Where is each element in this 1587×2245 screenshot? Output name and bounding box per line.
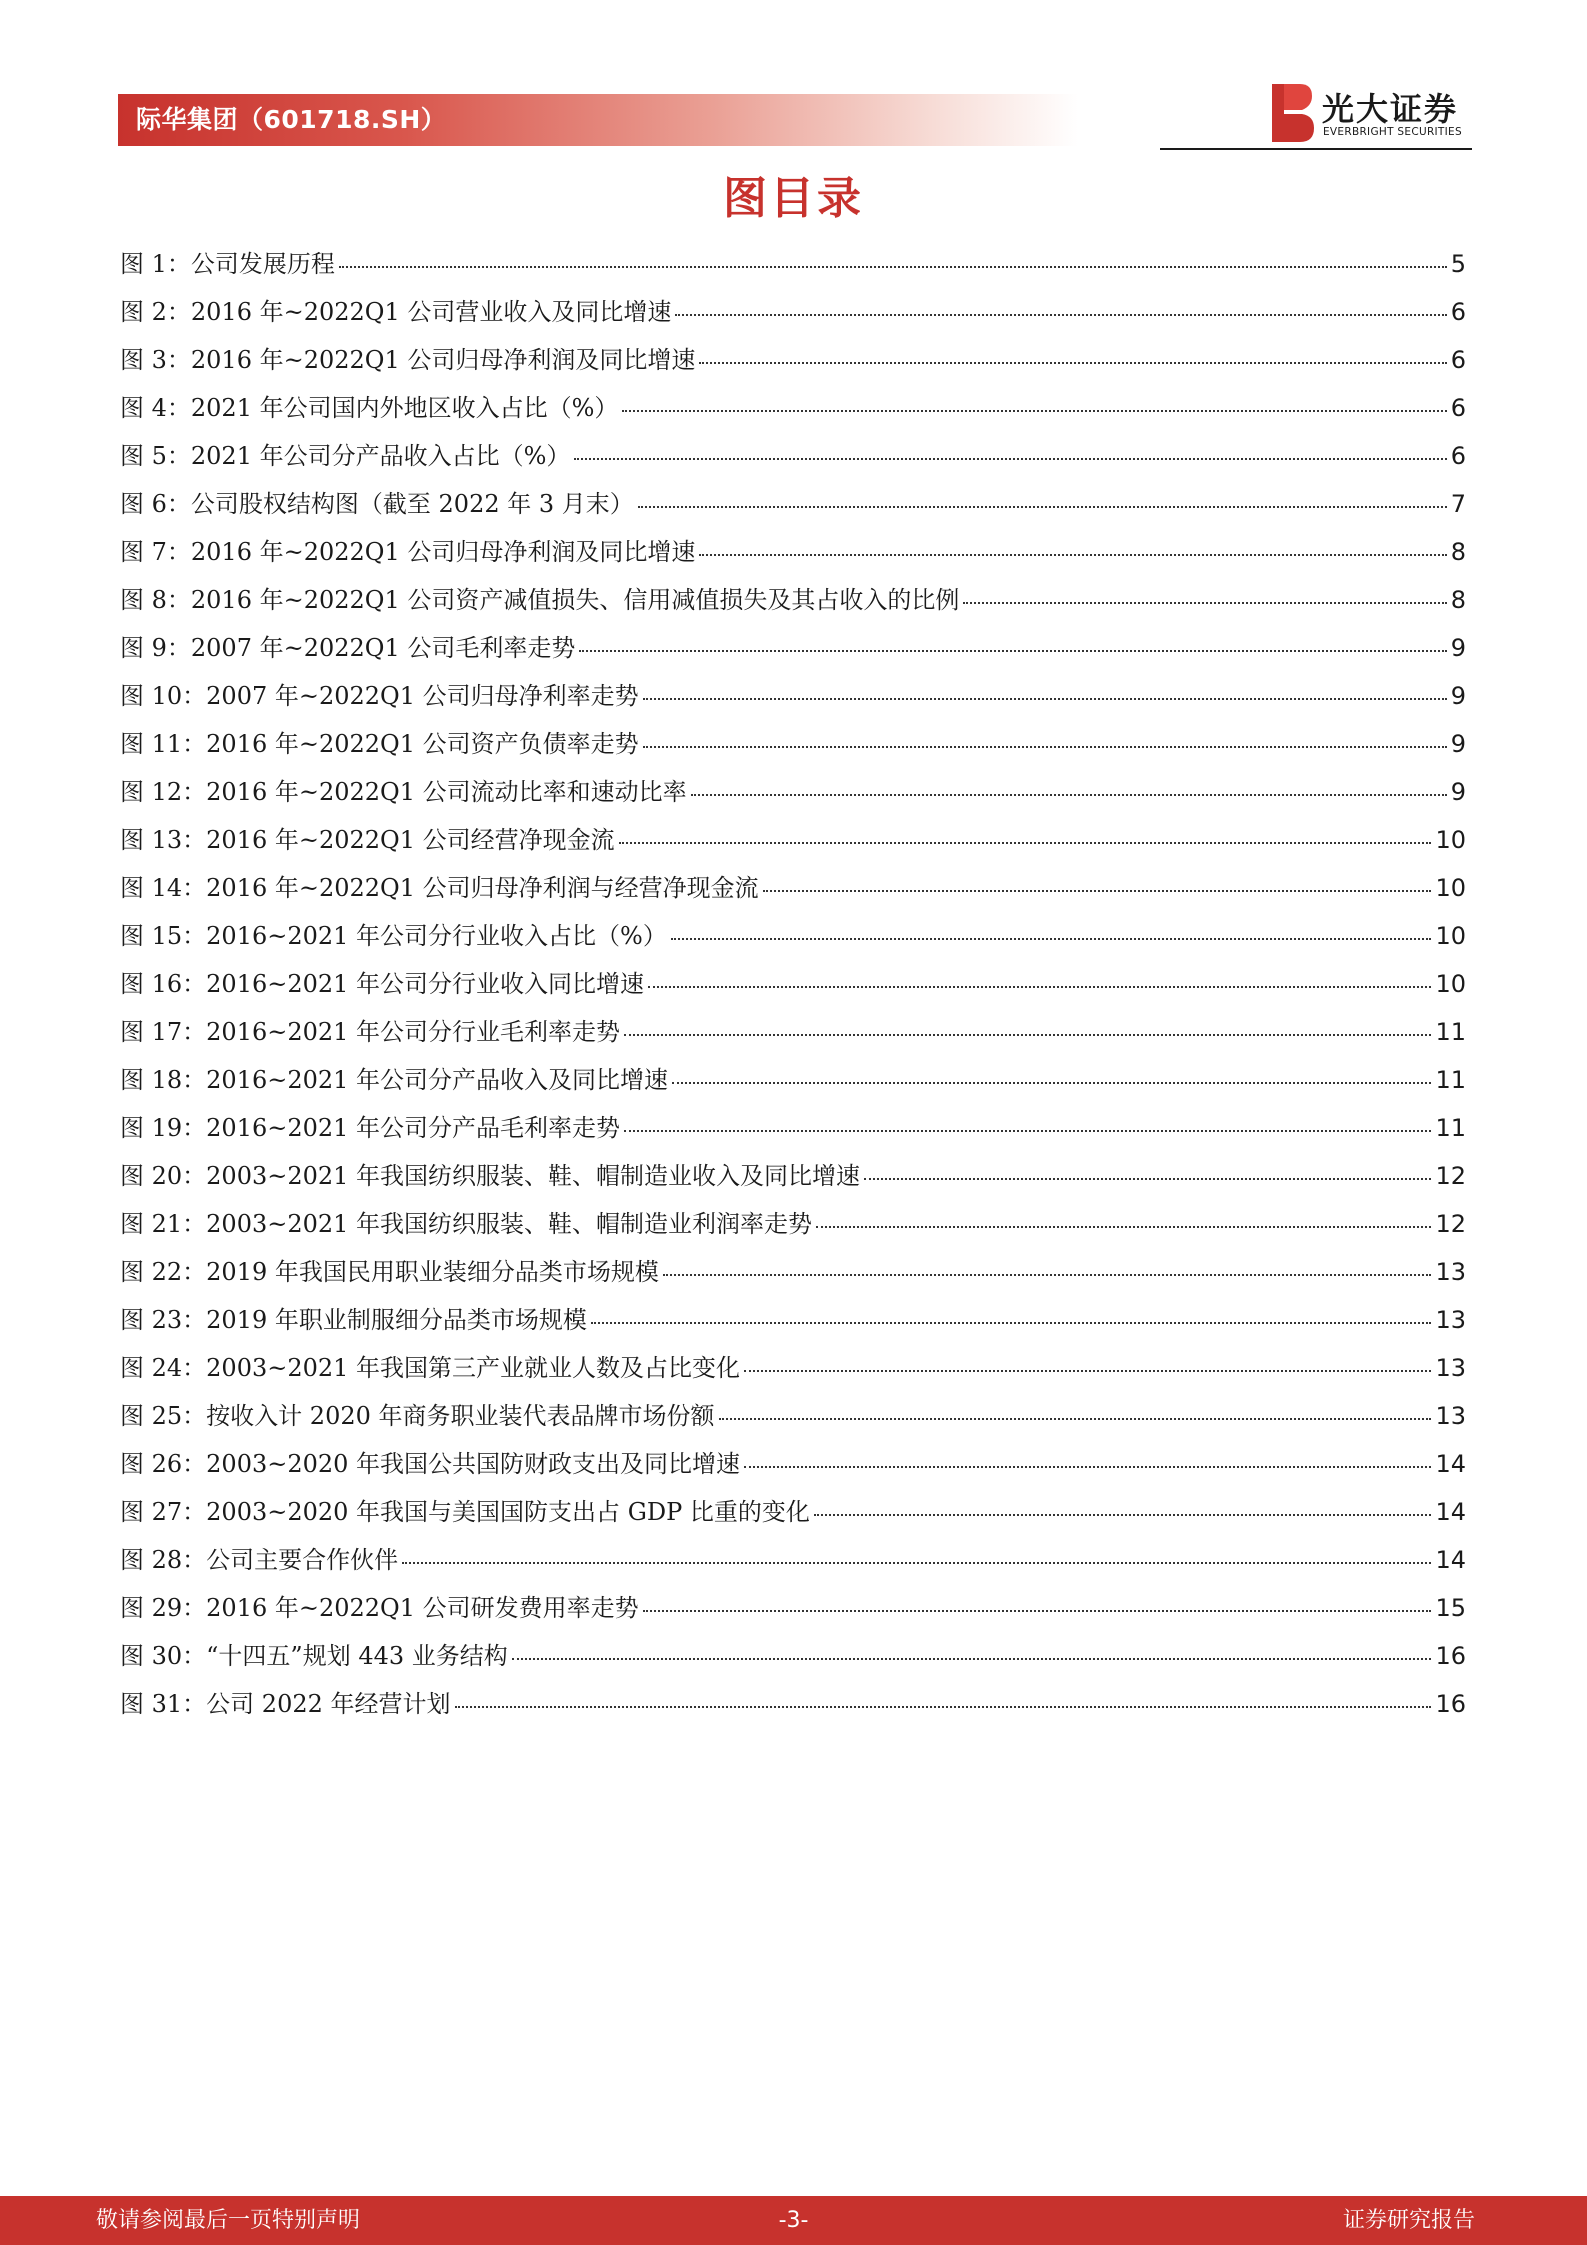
toc-entry-page: 11	[1435, 1066, 1466, 1094]
toc-entry[interactable]	[120, 580, 1466, 628]
toc-entry-title: 图 25：按收入计 2020 年商务职业装代表品牌市场份额	[120, 1402, 715, 1430]
toc-entry-title: 图 9：2007 年~2022Q1 公司毛利率走势	[120, 634, 576, 662]
toc-dot-leader	[512, 1658, 1432, 1660]
toc-entry[interactable]	[120, 484, 1466, 532]
toc-entry-title: 图 12：2016 年~2022Q1 公司流动比率和速动比率	[120, 778, 687, 806]
toc-entry[interactable]	[120, 1444, 1466, 1492]
toc-entry[interactable]	[120, 1204, 1466, 1252]
toc-dot-leader	[671, 938, 1432, 940]
toc-dot-leader	[339, 266, 1447, 268]
header-banner	[118, 94, 1078, 146]
toc-entry-page: 10	[1435, 970, 1466, 998]
toc-dot-leader	[455, 1706, 1432, 1708]
toc-entry[interactable]	[120, 292, 1466, 340]
footer-report-type: 证券研究报告	[1342, 2208, 1475, 2233]
toc-entry-page: 8	[1450, 586, 1466, 614]
toc-entry[interactable]	[120, 1108, 1466, 1156]
toc-entry-title: 图 26：2003~2020 年我国公共国防财政支出及同比增速	[120, 1450, 741, 1478]
toc-entry-title: 图 22：2019 年我国民用职业装细分品类市场规模	[120, 1258, 659, 1286]
toc-dot-leader	[675, 314, 1446, 316]
toc-dot-leader	[763, 890, 1432, 892]
page-number: -3-	[778, 2208, 809, 2233]
toc-entry[interactable]	[120, 1636, 1466, 1684]
toc-entry-page: 10	[1435, 874, 1466, 902]
toc-entry-title: 图 31：公司 2022 年经营计划	[120, 1690, 451, 1718]
toc-entry-page: 15	[1435, 1594, 1466, 1622]
toc-entry-title: 图 8：2016 年~2022Q1 公司资产减值损失、信用减值损失及其占收入的比例	[120, 586, 960, 614]
toc-dot-leader	[963, 602, 1446, 604]
toc-entry[interactable]	[120, 1012, 1466, 1060]
toc-dot-leader	[699, 554, 1446, 556]
toc-entry-title: 图 15：2016~2021 年公司分行业收入占比（%）	[120, 922, 667, 950]
toc-entry[interactable]	[120, 724, 1466, 772]
toc-entry[interactable]	[120, 628, 1466, 676]
toc-entry-title: 图 16：2016~2021 年公司分行业收入同比增速	[120, 970, 645, 998]
toc-entry[interactable]	[120, 244, 1466, 292]
toc-entry[interactable]	[120, 1252, 1466, 1300]
toc-entry-title: 图 1：公司发展历程	[120, 250, 335, 278]
toc-entry-page: 5	[1450, 250, 1466, 278]
toc-entry[interactable]	[120, 772, 1466, 820]
toc-entry[interactable]	[120, 436, 1466, 484]
toc-entry-page: 13	[1435, 1306, 1466, 1334]
toc-entry-page: 7	[1450, 490, 1466, 518]
toc-dot-leader	[864, 1178, 1431, 1180]
header-company-title: 际华集团（601718.SH）	[136, 105, 447, 134]
toc-entry[interactable]	[120, 1588, 1466, 1636]
toc-dot-leader	[624, 1034, 1431, 1036]
toc-dot-leader	[638, 506, 1447, 508]
toc-entry[interactable]	[120, 916, 1466, 964]
toc-dot-leader	[643, 698, 1447, 700]
toc-entry-page: 14	[1435, 1546, 1466, 1574]
toc-entry-page: 9	[1450, 634, 1466, 662]
toc-dot-leader	[648, 986, 1431, 988]
toc-entry[interactable]	[120, 964, 1466, 1012]
toc-entry-page: 12	[1435, 1162, 1466, 1190]
toc-entry-title: 图 20：2003~2021 年我国纺织服装、鞋、帽制造业收入及同比增速	[120, 1162, 861, 1190]
toc-entry[interactable]	[120, 820, 1466, 868]
toc-dot-leader	[643, 1610, 1432, 1612]
toc-entry[interactable]	[120, 1540, 1466, 1588]
toc-dot-leader	[663, 1274, 1432, 1276]
footer-disclaimer: 敬请参阅最后一页特别声明	[96, 2208, 361, 2233]
toc-entry-page: 11	[1435, 1018, 1466, 1046]
toc-entry-page: 9	[1450, 682, 1466, 710]
toc-dot-leader	[622, 410, 1446, 412]
toc-entry-page: 8	[1450, 538, 1466, 566]
toc-entry-title: 图 18：2016~2021 年公司分产品收入及同比增速	[120, 1066, 669, 1094]
toc-dot-leader	[619, 842, 1432, 844]
toc-dot-leader	[402, 1562, 1431, 1564]
toc-dot-leader	[699, 362, 1446, 364]
toc-entry-title: 图 2：2016 年~2022Q1 公司营业收入及同比增速	[120, 298, 672, 326]
toc-entry[interactable]	[120, 340, 1466, 388]
toc-entry[interactable]	[120, 1396, 1466, 1444]
toc-dot-leader	[591, 1322, 1432, 1324]
toc-entry-title: 图 5：2021 年公司分产品收入占比（%）	[120, 442, 571, 470]
toc-entry-title: 图 10：2007 年~2022Q1 公司归母净利率走势	[120, 682, 639, 710]
toc-entry-page: 13	[1435, 1402, 1466, 1430]
toc-entry-title: 图 23：2019 年职业制服细分品类市场规模	[120, 1306, 587, 1334]
toc-dot-leader	[691, 794, 1447, 796]
toc-entry-page: 6	[1450, 394, 1466, 422]
toc-entry-title: 图 4：2021 年公司国内外地区收入占比（%）	[120, 394, 619, 422]
toc-dot-leader	[816, 1226, 1431, 1228]
toc-entry-page: 14	[1435, 1498, 1466, 1526]
toc-entry-page: 12	[1435, 1210, 1466, 1238]
toc-dot-leader	[672, 1082, 1431, 1084]
toc-entry-page: 9	[1450, 778, 1466, 806]
toc-entry-title: 图 13：2016 年~2022Q1 公司经营净现金流	[120, 826, 615, 854]
toc-entry-page: 10	[1435, 922, 1466, 950]
everbright-logo	[1270, 82, 1480, 144]
toc-entry-title: 图 3：2016 年~2022Q1 公司归母净利润及同比增速	[120, 346, 696, 374]
toc-entry-page: 16	[1435, 1690, 1466, 1718]
toc-entry[interactable]	[120, 1060, 1466, 1108]
header-rule	[1160, 148, 1472, 150]
toc-entry[interactable]	[120, 1348, 1466, 1396]
page-title: 图目录	[723, 173, 864, 224]
toc-dot-leader	[719, 1418, 1432, 1420]
toc-dot-leader	[624, 1130, 1431, 1132]
toc-entry-page: 6	[1450, 346, 1466, 374]
toc-entry[interactable]	[120, 676, 1466, 724]
toc-entry-page: 13	[1435, 1258, 1466, 1286]
toc-entry[interactable]	[120, 388, 1466, 436]
toc-entry-title: 图 7：2016 年~2022Q1 公司归母净利润及同比增速	[120, 538, 696, 566]
toc-entry-title: 图 17：2016~2021 年公司分行业毛利率走势	[120, 1018, 621, 1046]
toc-entry-title: 图 29：2016 年~2022Q1 公司研发费用率走势	[120, 1594, 639, 1622]
logo-chinese-name: 光大证券	[1322, 90, 1459, 128]
toc-entry-page: 14	[1435, 1450, 1466, 1478]
toc-dot-leader	[643, 746, 1447, 748]
toc-entry-title: 图 24：2003~2021 年我国第三产业就业人数及占比变化	[120, 1354, 741, 1382]
toc-entry-title: 图 30：“十四五”规划 443 业务结构	[120, 1642, 508, 1670]
toc-entry-title: 图 21：2003~2021 年我国纺织服装、鞋、帽制造业利润率走势	[120, 1210, 813, 1238]
logo-english-name: EVERBRIGHT SECURITIES	[1323, 126, 1462, 138]
toc-dot-leader	[814, 1514, 1432, 1516]
toc-entry[interactable]	[120, 1684, 1466, 1732]
toc-entry-page: 11	[1435, 1114, 1466, 1142]
toc-entry-page: 6	[1450, 298, 1466, 326]
toc-entry-title: 图 28：公司主要合作伙伴	[120, 1546, 399, 1574]
toc-entry-title: 图 27：2003~2020 年我国与美国国防支出占 GDP 比重的变化	[120, 1498, 810, 1526]
toc-entry-title: 图 19：2016~2021 年公司分产品毛利率走势	[120, 1114, 621, 1142]
toc-dot-leader	[579, 650, 1446, 652]
toc-entry[interactable]	[120, 1300, 1466, 1348]
toc-dot-leader	[744, 1466, 1431, 1468]
toc-dot-leader	[574, 458, 1446, 460]
figure-list	[120, 244, 1466, 1732]
toc-entry-title: 图 14：2016 年~2022Q1 公司归母净利润与经营净现金流	[120, 874, 759, 902]
toc-entry-page: 10	[1435, 826, 1466, 854]
toc-dot-leader	[744, 1370, 1431, 1372]
toc-entry-page: 13	[1435, 1354, 1466, 1382]
toc-entry[interactable]	[120, 868, 1466, 916]
toc-entry-page: 9	[1450, 730, 1466, 758]
toc-entry[interactable]	[120, 1492, 1466, 1540]
toc-entry-title: 图 6：公司股权结构图（截至 2022 年 3 月末）	[120, 490, 634, 518]
toc-entry[interactable]	[120, 1156, 1466, 1204]
toc-entry-title: 图 11：2016 年~2022Q1 公司资产负债率走势	[120, 730, 639, 758]
footer-bar	[0, 2196, 1587, 2245]
toc-entry-page: 6	[1450, 442, 1466, 470]
toc-entry[interactable]	[120, 532, 1466, 580]
everbright-logo-icon	[1270, 84, 1314, 142]
toc-entry-page: 16	[1435, 1642, 1466, 1670]
